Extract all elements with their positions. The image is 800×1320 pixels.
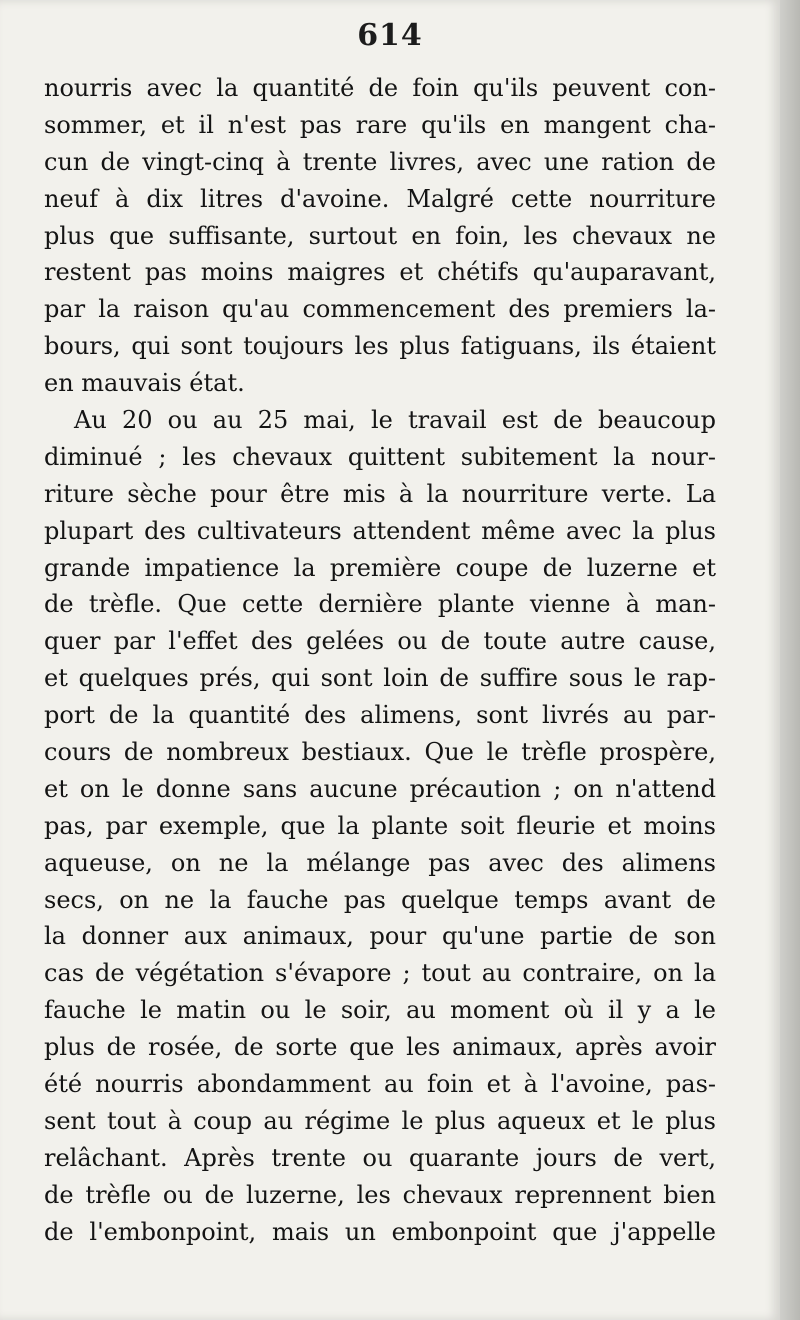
page-number: 614 — [357, 18, 423, 53]
text-line: secs, on ne la fauche pas quelque temps avant de — [44, 885, 716, 914]
text-line: cun de vingt-cinq à trente livres, avec une ration de — [44, 147, 716, 176]
text-line: restent pas moins maigres et chétifs qu'auparavant, — [44, 258, 716, 287]
text-line: été nourris abondamment au foin et à l'avoine, pas- — [44, 1070, 716, 1099]
body-text — [44, 70, 716, 1251]
text-line: cas de végétation s'évapore ; tout au contraire, on la — [44, 959, 716, 988]
text-line: cours de nombreux bestiaux. Que le trèfle prospère, — [44, 738, 716, 767]
text-line: de l'embonpoint, mais un embonpoint que j'appelle — [44, 1217, 716, 1246]
text-line: port de la quantité des alimens, sont livrés au par- — [44, 701, 716, 730]
text-line: sommer, et il n'est pas rare qu'ils en mangent cha- — [44, 110, 716, 139]
text-line: par la raison qu'au commencement des premiers la- — [44, 295, 716, 324]
text-line: bours, qui sont toujours les plus fatiguans, ils étaient — [44, 332, 716, 361]
text-line: de trèfle ou de luzerne, les chevaux reprennent bien — [44, 1180, 716, 1209]
text-line: riture sèche pour être mis à la nourriture verte. La — [44, 479, 716, 508]
text-line: quer par l'effet des gelées ou de toute autre cause, — [44, 627, 716, 656]
text-line: Au 20 ou au 25 mai, le travail est de beaucoup — [74, 406, 716, 435]
text-line: plus de rosée, de sorte que les animaux, après avoir — [44, 1033, 716, 1062]
text-line: nourris avec la quantité de foin qu'ils peuvent con- — [44, 74, 716, 102]
text-line: pas, par exemple, que la plante soit fleurie et moins — [44, 811, 716, 840]
text-line: diminué ; les chevaux quittent subitement la nour- — [44, 442, 716, 471]
text-line: aqueuse, on ne la mélange pas avec des alimens — [44, 848, 716, 877]
text-line: et on le donne sans aucune précaution ; on n'attend — [44, 774, 716, 803]
text-line: et quelques prés, qui sont loin de suffire sous le rap- — [44, 664, 716, 693]
text-line: sent tout à coup au régime le plus aqueux et le plus — [44, 1106, 716, 1135]
text-line: plus que suffisante, surtout en foin, les chevaux ne — [44, 221, 716, 250]
text-line: la donner aux animaux, pour qu'une partie de son — [44, 922, 716, 951]
text-line: grande impatience la première coupe de luzerne et — [44, 553, 716, 582]
text-line: en mauvais état. — [44, 369, 245, 398]
text-line: de trèfle. Que cette dernière plante vienne à man- — [44, 590, 716, 619]
text-line: fauche le matin ou le soir, au moment où il y a le — [44, 996, 716, 1025]
text-line: plupart des cultivateurs attendent même avec la plus — [44, 516, 716, 545]
page-gutter — [780, 0, 800, 1320]
text-line: relâchant. Après trente ou quarante jours de vert, — [44, 1143, 716, 1172]
text-line: neuf à dix litres d'avoine. Malgré cette nourriture — [44, 184, 716, 213]
